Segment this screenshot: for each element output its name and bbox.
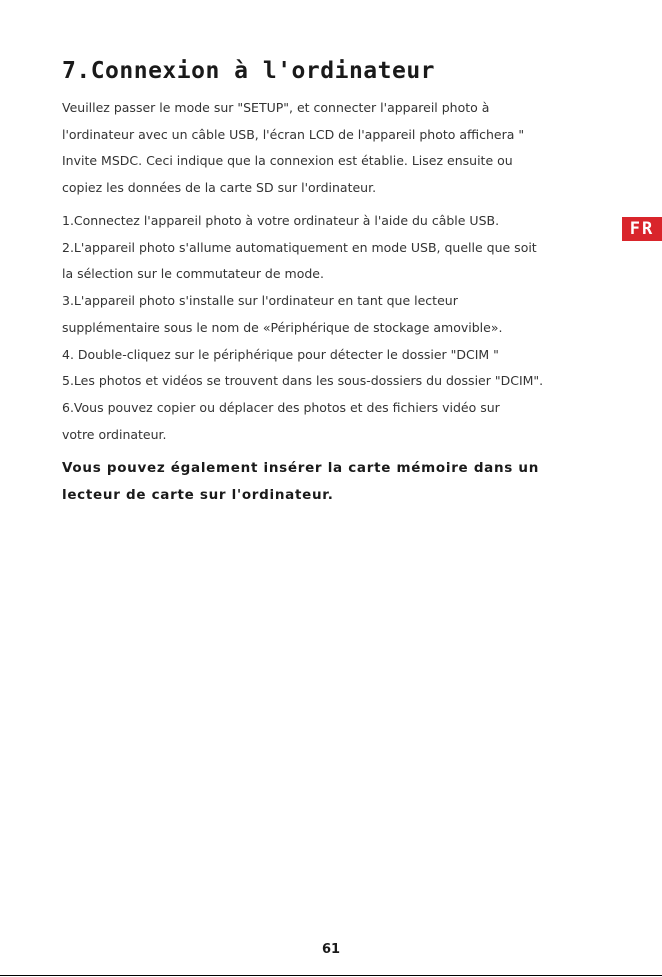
language-tab: FR [622, 217, 662, 241]
intro-line: Invite MSDC. Ceci indique que la connexion est établie. Lisez ensuite ou [62, 153, 513, 169]
page-title: 7.Connexion à l'ordinateur [62, 58, 436, 84]
step-line: 2.L'appareil photo s'allume automatiquement en mode USB, quelle que soit [62, 239, 537, 255]
step-line: 3.L'appareil photo s'installe sur l'ordinateur en tant que lecteur [62, 293, 458, 309]
bold-note [62, 455, 539, 509]
note-line: lecteur de carte sur l'ordinateur. [62, 487, 334, 503]
step-line: 6.Vous pouvez copier ou déplacer des photos et des fichiers vidéo sur [62, 399, 500, 415]
steps-list [62, 208, 543, 448]
intro-line: copiez les données de la carte SD sur l'ordinateur. [62, 180, 377, 196]
step-line: 5.Les photos et vidéos se trouvent dans les sous-dossiers du dossier "DCIM". [62, 373, 544, 389]
step-line: la sélection sur le commutateur de mode. [62, 266, 324, 282]
intro-line: Veuillez passer le mode sur "SETUP", et connecter l'appareil photo à [62, 100, 490, 115]
page-number: 61 [321, 942, 341, 957]
note-line: Vous pouvez également insérer la carte mémoire dans un [62, 460, 540, 476]
footer-divider [0, 975, 662, 976]
intro-line: l'ordinateur avec un câble USB, l'écran LCD de l'appareil photo affichera " [62, 126, 525, 142]
intro-paragraph [62, 95, 524, 202]
step-line: 4. Double-cliquez sur le périphérique pour détecter le dossier "DCIM " [62, 346, 499, 362]
step-line: 1.Connectez l'appareil photo à votre ordinateur à l'aide du câble USB. [62, 213, 500, 228]
step-line: supplémentaire sous le nom de «Périphérique de stockage amovible». [62, 319, 503, 335]
step-line: votre ordinateur. [62, 426, 167, 442]
